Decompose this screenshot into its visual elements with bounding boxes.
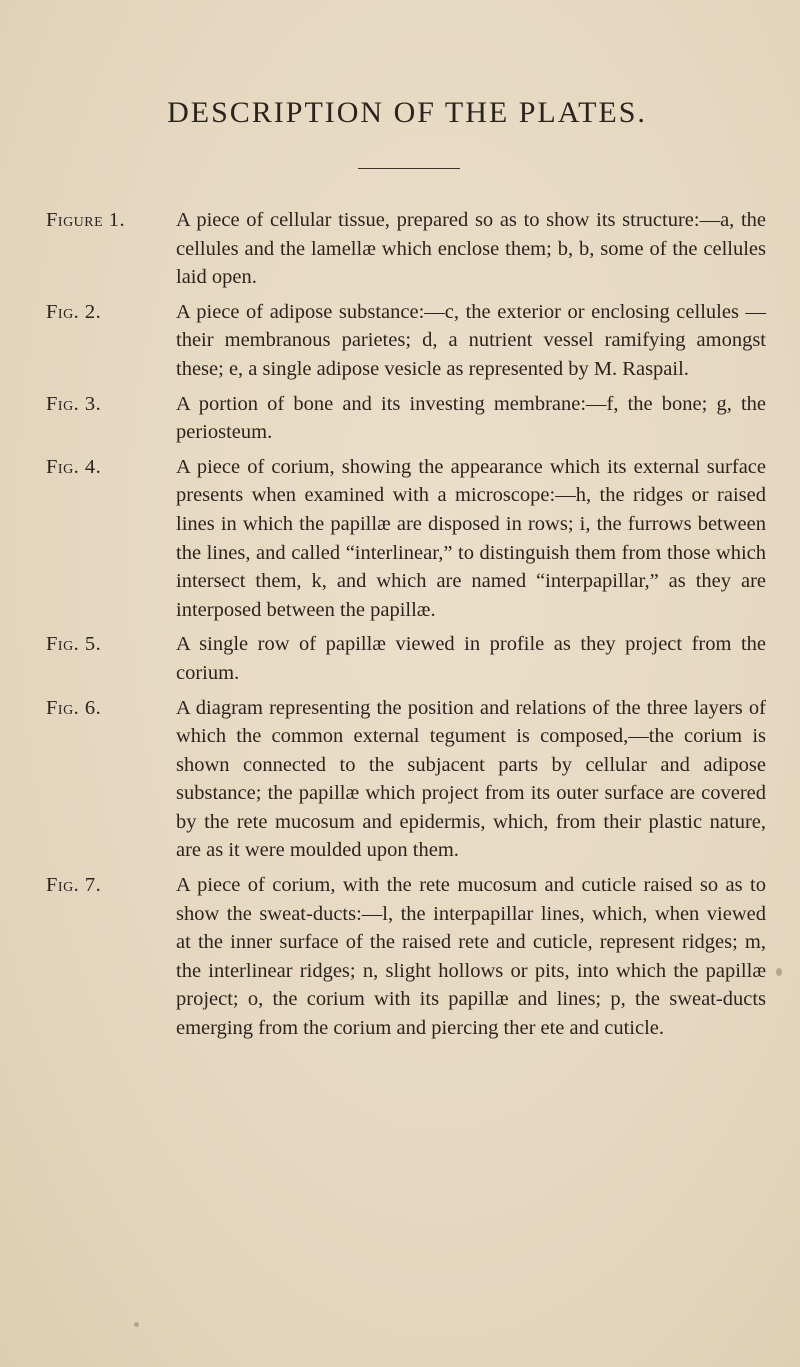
figure-description: A piece of adipose substance:—c, the exterior or enclosing cellules — their membranous parietes; d, a nutrient vessel ramifying amongst these; e, a single adipose vesicle as represented by M. Raspail. [176,300,766,380]
figure-label: Fig. 7. [46,874,102,897]
figure-label: Fig. 2. [46,300,102,323]
figure-description: A piece of cellular tissue, prepared so as to show its structure:—a, the cellules and the lamellæ which enclose them; b, b, some of the cellules laid open. [176,209,766,289]
page-heading: DESCRIPTION OF THE PLATES. [167,96,647,129]
plate-descriptions [46,206,766,1047]
figure-description: A portion of bone and its investing membrane:—f, the bone; g, the periosteum. [176,392,766,444]
figure-description: A single row of papillæ viewed in profile as they project from the corium. [176,633,766,684]
figure-entry-1 [46,206,766,292]
figure-label: Fig. 6. [46,696,102,719]
figure-label: Figure 1. [46,209,126,231]
figure-label: Fig. 5. [46,633,102,656]
figure-entry-6 [46,694,766,866]
heading-rule [358,168,460,169]
figure-entry-4 [46,453,766,625]
figure-entry-3 [46,390,766,447]
figure-label: Fig. 4. [46,455,102,478]
figure-entry-5 [46,630,766,687]
figure-entry-2 [46,298,766,384]
paper-spot [776,968,782,976]
figure-description: A diagram representing the position and relations of the three layers of which the common external tegument is composed,—the corium is shown connected to the subjacent parts by cellular and adipose substance; the papillæ which project from its outer surface are covered by the rete mucosum and epidermis, which, from their plastic nature, are as it were moulded upon them. [176,696,766,862]
figure-description: A piece of corium, showing the appearance which its external surface presents when examined with a microscope:—h, the ridges or raised lines in which the papillæ are disposed in rows; i, the furrows between the lines, and called “interlinear,” to distinguish them from those which intersect them, k, and which are named “interpapillar,” as they are interposed between the papillæ. [176,455,766,621]
figure-entry-7 [46,871,766,1043]
figure-label: Fig. 3. [46,392,102,415]
figure-description: A piece of corium, with the rete mucosum and cuticle raised so as to show the sweat-ducts:—l, the interpapillar lines, which, when viewed at the inner surface of the raised rete and cuticle, represent ridges; m, the interlinear ridges; n, slight hollows or pits, into which the papillæ project; o, the corium with its papillæ and lines; p, the sweat-ducts emerging from the corium and piercing ther ete and cuticle. [176,874,766,1040]
paper-spot [134,1322,139,1327]
